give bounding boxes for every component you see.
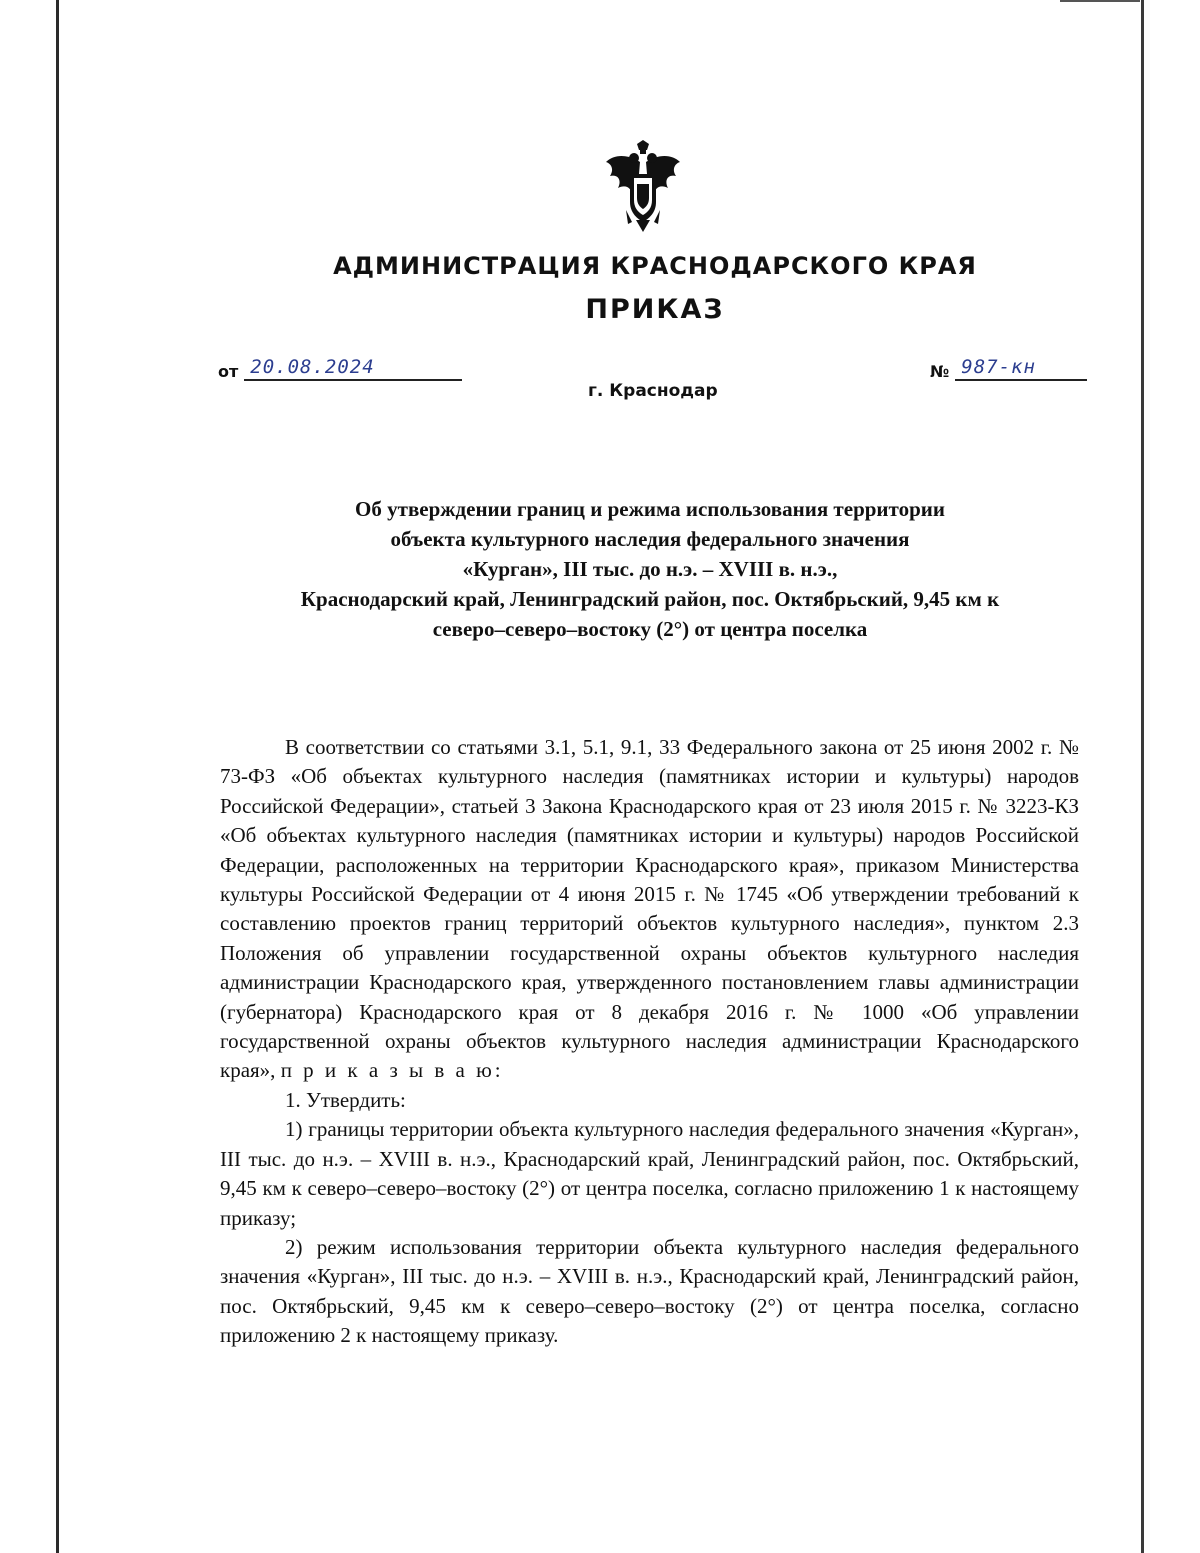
scan-edge-right xyxy=(1141,0,1144,1553)
heading-line: «Курган», III тыс. до н.э. – XVIII в. н.э., xyxy=(462,557,838,581)
heading-line: северо–северо–востоку (2°) от центра поселка xyxy=(432,617,868,641)
heading-line: Об утверждении границ и режима использования территории xyxy=(355,497,945,521)
krasnodar-coat-of-arms-icon xyxy=(604,140,682,232)
date-label: от xyxy=(218,362,239,381)
preamble-text: В соответствии со статьями 3.1, 5.1, 9.1, 33 Федерального закона от 25 июня 2002 г. № 73-ФЗ «Об объектах культурного наследия (памятниках истории и культуры) народов Российской Федерации», статьей 3 Закона Краснодарского края от 23 июля 2015 г. № 3223-КЗ «Об объектах культурного наследия (памятниках истории и культуры) народов Российской Федерации, расположенных на территории Краснодарского края», приказом Министерства культуры Российской Федерации от 4 июня 2015 г. № 1745 «Об утверждении требований к составлению проектов границ территорий объектов культурного наследия», пунктом 2.3 Положения об управлении государственной охраны объектов культурного наследия администрации Краснодарского края, утвержденного постановлением главы администрации (губернатора) Краснодарского края от 8 декабря 2016 г. № 1000 «Об управлении государственной охраны объектов культурного наследия администрации Краснодарского края», xyxy=(220,735,1079,1083)
preamble-paragraph xyxy=(220,733,1079,1086)
document-type: ПРИКАЗ xyxy=(585,294,725,325)
number-block xyxy=(930,356,1087,381)
document-heading xyxy=(200,494,1100,644)
document-body xyxy=(220,733,1079,1351)
number-label: № xyxy=(930,362,950,381)
city: г. Краснодар xyxy=(588,381,718,401)
subitem-1: 1) границы территории объекта культурного наследия федерального значения «Курган», III тыс. до н.э. – XVIII в. н.э., Краснодарский край, Ленинградский район, пос. Октябрьский, 9,45 км к северо–северо–востоку (2°) от центра поселка, согласно приложению 1 к настоящему приказу; xyxy=(220,1117,1079,1230)
scan-edge-top xyxy=(1060,0,1140,2)
number-value: 987-кн xyxy=(955,356,1087,381)
order-word: п р и к а з ы в а ю: xyxy=(280,1058,504,1083)
heading-line: объекта культурного наследия федерального значения xyxy=(390,527,910,551)
subitem-2: 2) режим использования территории объекта культурного наследия федерального значения «Курган», III тыс. до н.э. – XVIII в. н.э., Краснодарский край, Ленинградский район, пос. Октябрьский, 9,45 км к северо–северо–востоку (2°) от центра поселка, согласно приложению 2 к настоящему приказу. xyxy=(220,1234,1079,1348)
item-1: 1. Утвердить: xyxy=(285,1087,406,1112)
heading-line: Краснодарский край, Ленинградский район, пос. Октябрьский, 9,45 км к xyxy=(300,587,1000,611)
date-block xyxy=(218,356,462,381)
date-value: 20.08.2024 xyxy=(244,356,462,381)
organization-title: АДМИНИСТРАЦИЯ КРАСНОДАРСКОГО КРАЯ xyxy=(333,252,977,280)
scan-edge-left xyxy=(56,0,59,1553)
